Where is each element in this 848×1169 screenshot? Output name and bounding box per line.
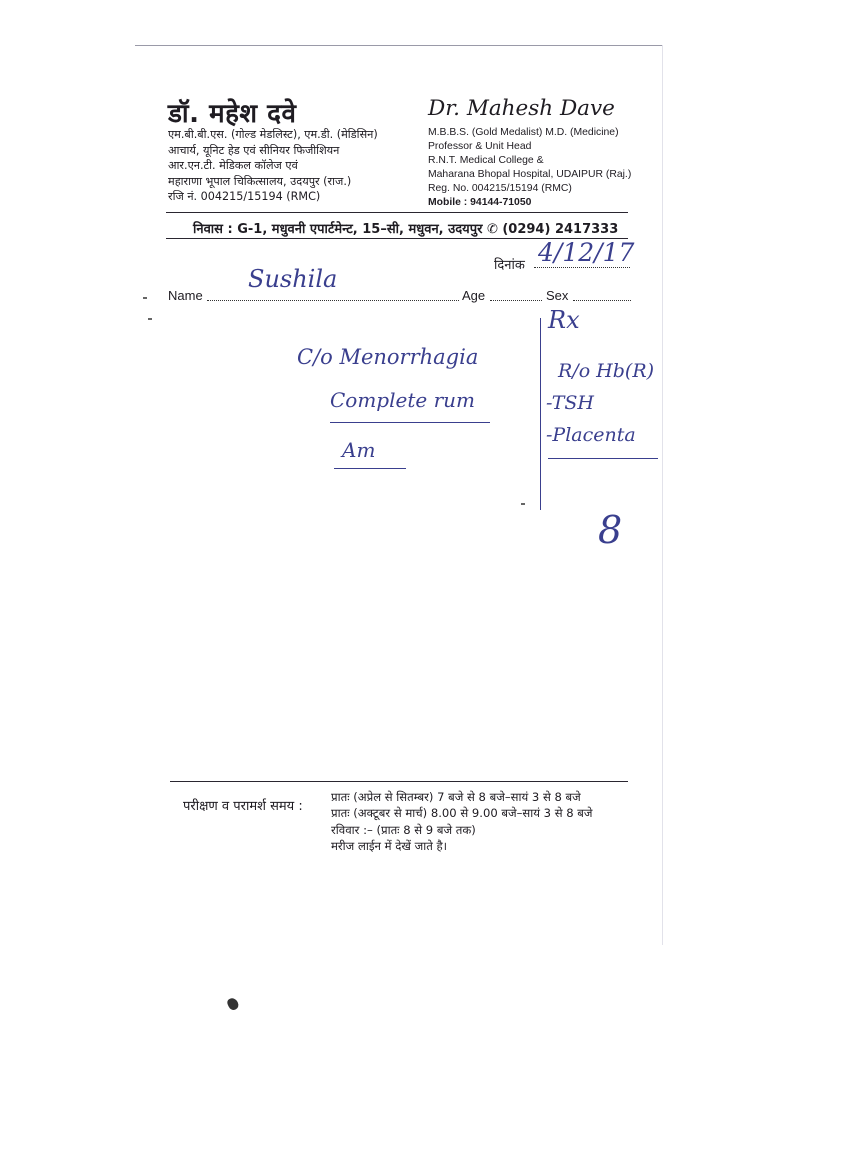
header-rule-top [166,212,628,213]
consultation-hours [331,789,593,854]
handwritten-mark: 8 [598,508,623,552]
name-label: Name [168,288,203,303]
registration-line: Reg. No. 004215/15194 (RMC) [428,182,572,194]
residence-address: निवास : G-1, मधुवनी एपार्टमेन्ट, 15–सी, मधुवन, उदयपुर ✆ (0294) 2417333 [193,222,619,237]
date-label: दिनांक [494,257,525,272]
registration-line: रजि नं. 004215/15194 (RMC) [168,190,321,204]
doctor-name-english: Dr. Mahesh Dave [428,96,615,121]
age-label: Age [462,288,486,303]
margin-mark [148,318,152,320]
qualification-line: एम.बी.बी.एस. (गोल्ड मेडलिस्ट), एम.डी. (मेडिसिन) [168,128,378,141]
paper-right-edge [662,45,663,945]
qualifications-hindi [168,127,378,205]
qualifications-english [428,126,631,209]
margin-mark [521,503,525,505]
college-line: आर.एन.टी. मेडिकल कॉलेज एवं [168,159,298,173]
handwritten-patient-name: Sushila [248,265,338,293]
mobile-number: Mobile : 94144-71050 [428,196,532,208]
hours-line-summer: प्रातः (अप्रेल से सितम्बर) 7 बजे से 8 बजे–सायं 3 से 8 बजे [331,790,581,804]
handwritten-rx: Rx [548,306,580,334]
sex-label: Sex [546,288,569,303]
consultation-hours-label: परीक्षण व परामर्श समय : [183,799,303,814]
designation-line: Professor & Unit Head [428,140,532,152]
hospital-line: Maharana Bhopal Hospital, UDAIPUR (Raj.) [428,168,632,180]
handwritten-complaint-3: Am [342,438,376,462]
paper-top-edge [135,45,663,46]
hospital-line: महाराणा भूपाल चिकित्सालय, उदयपुर (राज.) [168,174,352,188]
footer-rule [170,781,628,782]
designation-line: आचार्य, यूनिट हेड एवं सीनियर फिजीशियन [168,143,340,157]
handwritten-divider [540,318,541,510]
hours-line-sunday: रविवार :– (प्रातः 8 से 9 बजे तक) [331,822,476,837]
handwritten-date: 4/12/17 [538,238,635,267]
handwritten-investigation-3: -Placenta [546,424,636,446]
ink-spot [226,996,240,1011]
qualification-line: M.B.B.S. (Gold Medalist) M.D. (Medicine) [428,127,619,138]
sex-dotted-line [573,289,631,301]
queue-note: मरीज लाईन में देखें जाते है। [331,838,448,853]
age-dotted-line [490,289,542,301]
handwritten-complaint-2: Complete rum [330,388,475,412]
handwritten-underline [334,468,406,469]
handwritten-underline [330,422,490,423]
handwritten-investigation-2: -TSH [546,392,595,414]
doctor-name-hindi: डॉ. महेश दवे [168,99,297,129]
handwritten-underline [548,458,658,459]
handwritten-complaint-1: C/o Menorrhagia [297,345,479,369]
margin-mark [143,297,147,299]
college-line: R.N.T. Medical College & [428,154,544,166]
handwritten-investigation-1: R/o Hb(R) [558,360,655,382]
hours-line-winter: प्रातः (अक्टूबर से मार्च) 8.00 से 9.00 बजे–सायं 3 से 8 बजे [331,806,593,821]
